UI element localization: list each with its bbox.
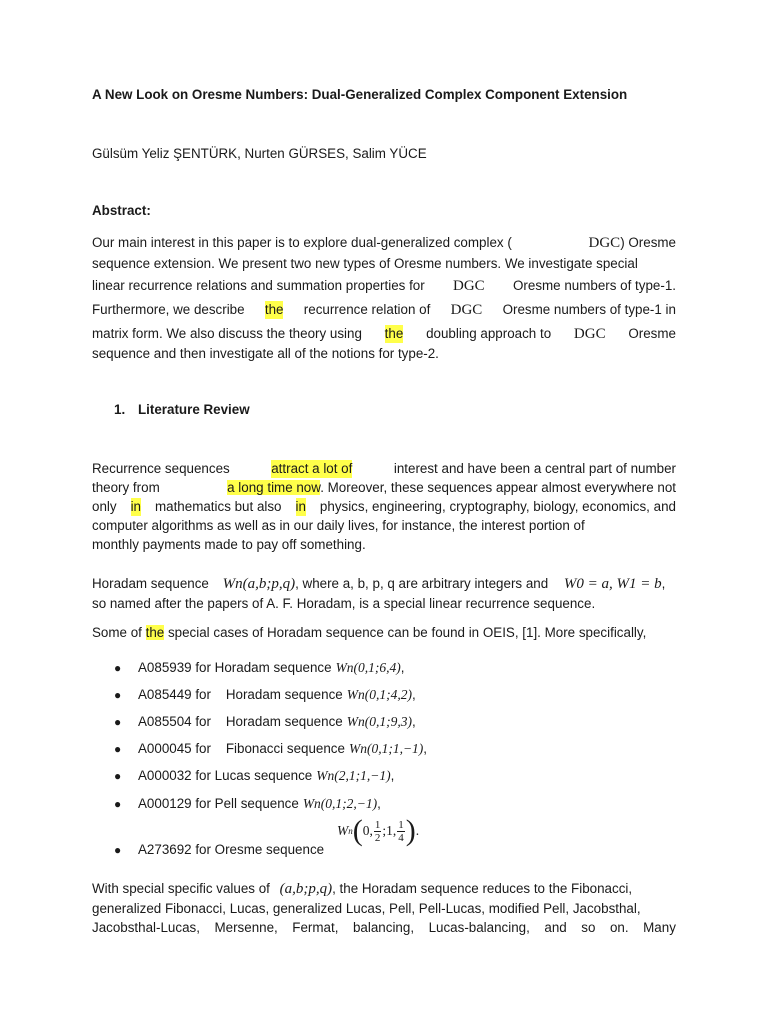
list-item-label: A000032 for Lucas sequence <box>138 768 313 783</box>
list-item-punct: , <box>377 796 381 811</box>
math-subscript: n <box>348 826 353 836</box>
list-item <box>114 796 381 812</box>
numerator: 1 <box>398 818 404 831</box>
denominator: 4 <box>398 831 404 844</box>
para1-line-1 <box>92 460 676 478</box>
para2-line-2: so named after the papers of A. F. Horadam, is a special linear recurrence sequence. <box>92 596 596 611</box>
list-item <box>114 842 324 857</box>
para-text: computer algorithms as well as in our daily lives, for instance, the interest portion of <box>92 518 585 533</box>
para-text: Recurrence sequences <box>92 461 230 476</box>
dgc-symbol: DGC <box>450 302 483 318</box>
para1-line-2 <box>92 479 676 497</box>
para-text: Fermat, <box>292 920 339 935</box>
para-text: Many <box>643 920 676 935</box>
bullet-icon: ● <box>114 715 122 729</box>
list-item-punct: , <box>411 687 416 702</box>
para-text: Some of <box>92 625 142 640</box>
list-item <box>114 687 416 703</box>
abstract-text: Our main interest in this paper is to explore dual-generalized complex ( <box>92 235 512 250</box>
abstract-text: ) Oresme <box>620 235 676 250</box>
abstract-text: Oresme numbers of type-1 in <box>502 302 676 317</box>
fraction <box>397 819 405 844</box>
para4-line-2 <box>92 900 676 918</box>
para-text: , <box>661 576 666 591</box>
abstract-line-3 <box>92 277 676 295</box>
right-paren-icon: ) <box>405 814 416 847</box>
abstract-text: Oresme <box>628 326 676 341</box>
abstract-text: sequence extension. We present two new types of Oresme numbers. We investigate special <box>92 256 638 271</box>
para-text: physics, engineering, cryptography, biology, economics, and <box>319 499 676 514</box>
para-text: on. <box>609 920 629 935</box>
para1-line-5: monthly payments made to pay off something. <box>92 537 366 552</box>
math-symbol: 0, <box>362 823 373 838</box>
abstract-text: linear recurrence relations and summation properties for <box>92 278 425 293</box>
highlighted-word: the <box>264 302 284 317</box>
parameter-tuple-formula: (a,b;p,q) <box>279 881 333 897</box>
abstract-line-6: sequence and then investigate all of the notions for type-2. <box>92 346 439 361</box>
abstract-text: Furthermore, we describe <box>92 302 245 317</box>
horadam-formula: Wn(a,b;p,q) <box>222 576 296 592</box>
para3-line <box>92 624 676 642</box>
highlighted-word: in <box>130 499 141 514</box>
abstract-line-5 <box>92 325 676 343</box>
section-number: 1. <box>114 402 126 417</box>
sequence-formula: Wn(0,1;9,3) <box>346 714 412 729</box>
abstract-text: matrix form. We also discuss the theory using <box>92 326 362 341</box>
dgc-symbol: DGC <box>573 326 606 342</box>
math-symbol: W <box>337 823 349 838</box>
para-text: and <box>544 920 567 935</box>
para-text: With special specific values of <box>92 881 270 896</box>
para-text: interest and have been a central part of number <box>393 461 676 476</box>
fraction <box>374 819 382 844</box>
para-text: theory from <box>92 480 160 495</box>
para-text: Horadam sequence <box>92 576 209 591</box>
para2-line-1 <box>92 575 676 593</box>
para-text: special cases of Horadam sequence can be found in OEIS, [1]. More specifically, <box>167 625 647 640</box>
para-text: so <box>581 920 596 935</box>
para-text: Mersenne, <box>214 920 278 935</box>
para-text: . Moreover, these sequences appear almost everywhere not <box>320 480 676 495</box>
para1-line-3 <box>92 498 676 516</box>
list-item-label: A000045 for Fibonacci sequence <box>138 741 345 756</box>
para1-line-4 <box>92 517 676 535</box>
math-symbol: ;1, <box>382 823 397 838</box>
bullet-icon: ● <box>114 843 122 857</box>
bullet-icon: ● <box>114 769 122 783</box>
abstract-text: recurrence relation of <box>303 302 431 317</box>
author-list: Gülsüm Yeliz ŞENTÜRK, Nurten GÜRSES, Salim YÜCE <box>92 146 427 161</box>
dgc-symbol: DGC <box>588 235 621 251</box>
abstract-line-4 <box>92 301 676 319</box>
para-text: , where a, b, p, q are arbitrary integers and <box>295 576 549 591</box>
list-item-label: A085504 for Horadam sequence <box>138 714 343 729</box>
highlighted-word: in <box>295 499 306 514</box>
section-heading-literature-review <box>114 402 250 417</box>
denominator: 2 <box>374 831 381 844</box>
list-item-punct: . <box>415 823 420 838</box>
numerator: 1 <box>374 818 381 831</box>
para-text: Jacobsthal-Lucas, <box>92 920 200 935</box>
para-text: mathematics but also <box>154 499 282 514</box>
list-item-label: A000129 for Pell sequence <box>138 796 299 811</box>
para4-line-1 <box>92 880 676 898</box>
sequence-formula: Wn(0,1;1,−1) <box>348 741 424 756</box>
list-item-punct: , <box>411 714 416 729</box>
list-item-label: A085449 for Horadam sequence <box>138 687 343 702</box>
list-item-punct: , <box>423 741 428 756</box>
left-paren-icon: ( <box>352 814 363 847</box>
para4-line-3 <box>92 919 676 937</box>
para-text: generalized Fibonacci, Lucas, generalized Lucas, Pell, Pell-Lucas, modified Pell, Jacobsthal, <box>92 901 641 916</box>
list-item-label: A085939 for Horadam sequence <box>138 660 332 675</box>
initial-conditions-formula: W0 = a, W1 = b <box>563 576 662 592</box>
oresme-formula <box>337 816 419 846</box>
abstract-line-2 <box>92 255 676 273</box>
dgc-symbol: DGC <box>453 278 485 294</box>
bullet-icon: ● <box>114 661 122 675</box>
list-item <box>114 660 405 676</box>
highlighted-word: the <box>145 625 165 640</box>
para-text: balancing, <box>352 920 415 935</box>
sequence-formula: Wn(0,1;4,2) <box>346 687 412 702</box>
bullet-icon: ● <box>114 742 122 756</box>
para-text: , the Horadam sequence reduces to the Fibonacci, <box>332 881 633 896</box>
abstract-text: Oresme numbers of type-1. <box>513 278 676 293</box>
abstract-text: doubling approach to <box>426 326 552 341</box>
bullet-icon: ● <box>114 688 122 702</box>
list-item <box>114 714 416 730</box>
list-item-punct: , <box>390 768 395 783</box>
sequence-formula: Wn(2,1;1,−1) <box>316 768 391 783</box>
list-item-label: A273692 for Oresme sequence <box>138 842 325 857</box>
highlighted-phrase: attract a lot of <box>271 461 353 476</box>
abstract-line-1 <box>92 234 676 252</box>
sequence-formula: Wn(0,1;2,−1) <box>302 796 378 811</box>
list-item <box>114 741 427 757</box>
section-title: Literature Review <box>138 402 250 417</box>
list-item <box>114 768 394 784</box>
para-text: only <box>92 499 117 514</box>
paper-title: A New Look on Oresme Numbers: Dual-Generalized Complex Component Extension <box>92 87 628 102</box>
sequence-formula: Wn(0,1;6,4) <box>335 660 401 675</box>
bullet-icon: ● <box>114 797 122 811</box>
para-text: Lucas-balancing, <box>428 920 530 935</box>
highlighted-word: the <box>384 326 404 341</box>
list-item-punct: , <box>400 660 405 675</box>
abstract-heading: Abstract: <box>92 203 151 218</box>
highlighted-phrase: a long time now <box>227 480 321 495</box>
